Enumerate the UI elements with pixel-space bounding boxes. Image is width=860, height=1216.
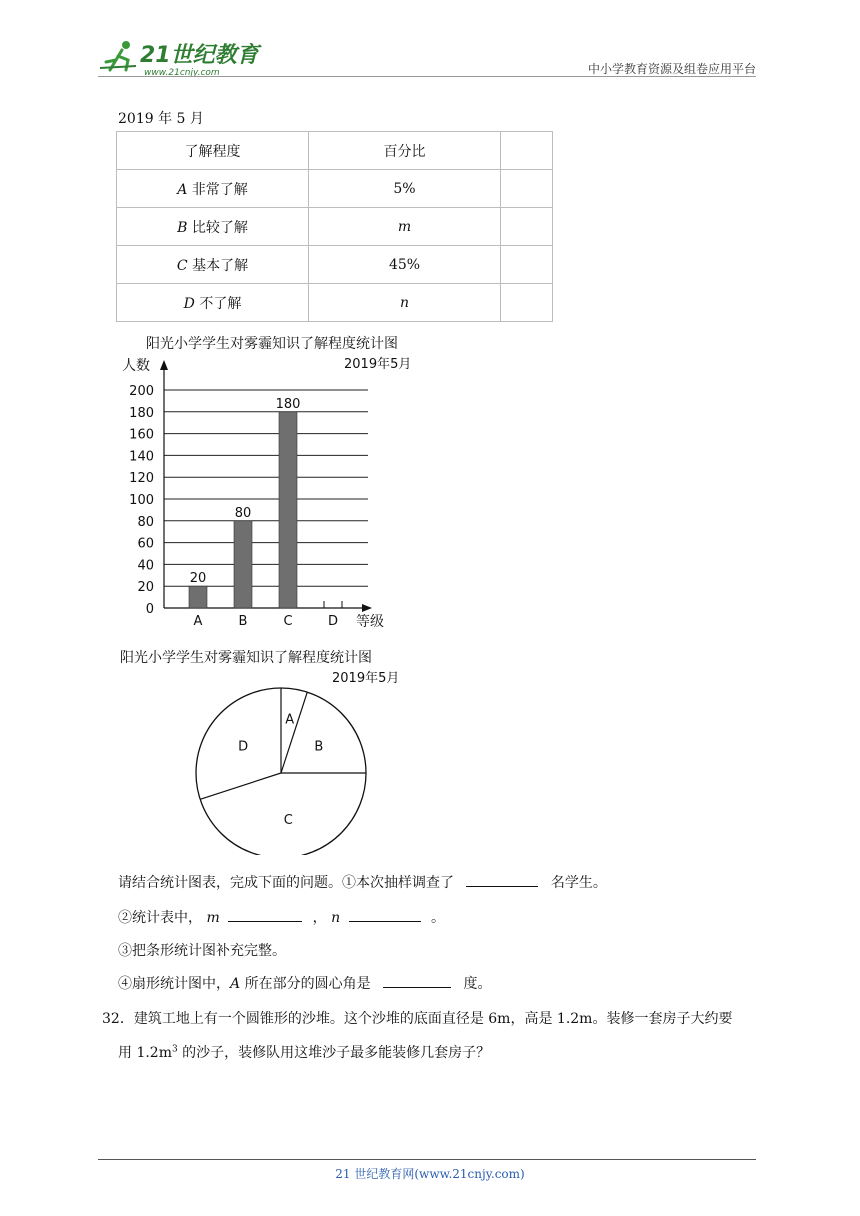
table-cell-empty xyxy=(501,284,553,322)
pie-slice-D: D xyxy=(238,739,249,755)
pie-chart-title: 阳光小学学生对雾霾知识了解程度统计图 xyxy=(120,650,372,666)
y-axis-arrow xyxy=(160,360,168,370)
level-label: 不了解 xyxy=(194,295,242,312)
table-cell-level xyxy=(117,170,309,208)
y-tick-label: 40 xyxy=(137,558,154,574)
table-cell-percent: 45% xyxy=(309,246,501,284)
y-tick-label: 80 xyxy=(137,514,154,530)
question-2-comma: ， xyxy=(312,910,327,926)
y-tick-label: 20 xyxy=(137,580,154,596)
y-tick-label: 60 xyxy=(137,536,154,552)
question-32-number: 32． xyxy=(102,1011,134,1027)
question-32-line2 xyxy=(118,1042,490,1062)
level-letter: D xyxy=(183,295,195,312)
level-letter: A xyxy=(177,181,188,198)
table-cell-percent: 5% xyxy=(309,170,501,208)
y-tick-label: 200 xyxy=(129,384,154,399)
table-row xyxy=(117,284,553,322)
table-cell-level xyxy=(117,246,309,284)
x-tick-label: B xyxy=(238,614,248,629)
level-label: 非常了解 xyxy=(187,181,248,198)
question-32-line2-b: 的沙子，装修队用这堆沙子最多能装修几套房子？ xyxy=(177,1045,491,1061)
header-platform-text: 中小学教育资源及组卷应用平台 xyxy=(587,62,756,76)
table-cell-percent: m xyxy=(309,208,501,246)
var-n: n xyxy=(331,910,341,926)
question-1-suffix: 名学生。 xyxy=(550,875,607,891)
x-tick-label: A xyxy=(193,614,203,629)
question-3: ③把条形统计图补充完整。 xyxy=(118,943,286,959)
pie-slice-A: A xyxy=(285,712,295,728)
bar-B xyxy=(234,521,252,608)
bar-value-label: 20 xyxy=(189,571,207,587)
table-cell-percent: n xyxy=(309,284,501,322)
pie-slice-B: B xyxy=(314,739,324,755)
table-date: 2019 年 5 月 xyxy=(118,111,204,127)
table-cell-empty xyxy=(501,170,553,208)
bar-A xyxy=(189,586,207,608)
bar-chart-date: 2019年5月 xyxy=(344,357,412,372)
table-header-cell: 了解程度 xyxy=(117,132,309,170)
answer-blank-m[interactable] xyxy=(228,907,302,922)
table-header-cell: 百分比 xyxy=(309,132,501,170)
table-row xyxy=(117,170,553,208)
question-4-prefix: ④扇形统计图中， xyxy=(118,976,230,992)
pie-slice-C: C xyxy=(283,813,293,829)
x-tick-label: C xyxy=(283,614,293,629)
var-a: A xyxy=(230,976,241,992)
logo-text: 21世纪教育 xyxy=(140,43,259,68)
y-tick-label: 100 xyxy=(129,493,154,508)
header-divider xyxy=(98,76,756,77)
level-label: 比较了解 xyxy=(187,219,248,236)
question-4 xyxy=(118,973,491,993)
table-cell-empty xyxy=(501,246,553,284)
footer-divider xyxy=(98,1159,756,1160)
site-logo xyxy=(96,38,266,78)
level-letter: C xyxy=(176,257,188,274)
question-32 xyxy=(102,1008,732,1028)
level-letter: B xyxy=(177,219,188,236)
footer-text[interactable]: 21 世纪教育网(www.21cnjy.com) xyxy=(335,1167,525,1181)
table-cell-level xyxy=(117,208,309,246)
bar-C xyxy=(279,412,297,608)
question-2-prefix: ②统计表中， xyxy=(118,910,202,926)
y-tick-label: 140 xyxy=(129,449,154,465)
pie-chart-date: 2019年5月 xyxy=(332,671,400,686)
y-tick-label: 0 xyxy=(145,602,154,617)
logo-url: www.21cnjy.com xyxy=(144,68,220,78)
answer-blank-n[interactable] xyxy=(349,907,421,922)
x-tick-label: D xyxy=(327,614,339,629)
question-2 xyxy=(118,907,445,927)
table-cell-level xyxy=(117,284,309,322)
superscript-3: 3 xyxy=(172,1044,178,1055)
question-1-text: 请结合统计图表，完成下面的问题。①本次抽样调查了 xyxy=(118,875,454,891)
question-1 xyxy=(118,872,607,892)
level-label: 基本了解 xyxy=(187,257,249,274)
bar-value-label: 80 xyxy=(234,505,252,521)
bar-chart-ylabel: 人数 xyxy=(122,358,150,374)
question-4-mid: 所在部分的圆心角是 xyxy=(240,976,371,992)
x-axis-arrow xyxy=(362,604,372,612)
runner-icon xyxy=(100,41,136,70)
y-tick-label: 180 xyxy=(129,405,154,421)
table-row xyxy=(117,246,553,284)
question-32-line1: 建筑工地上有一个圆锥形的沙堆。这个沙堆的底面直径是 6m，高是 1.2m。装修一套房子大约要 xyxy=(133,1011,733,1027)
bar-chart xyxy=(118,330,418,639)
bar-value-label: 180 xyxy=(275,396,301,412)
table-cell-empty xyxy=(501,208,553,246)
table-row xyxy=(117,208,553,246)
pie-chart xyxy=(118,640,418,859)
question-2-end: 。 xyxy=(431,910,446,926)
var-m: m xyxy=(206,910,220,926)
answer-blank-angle[interactable] xyxy=(383,973,451,988)
bar-chart-title: 阳光小学学生对雾霾知识了解程度统计图 xyxy=(146,336,398,352)
percentage-table xyxy=(116,131,553,322)
question-4-suffix: 度。 xyxy=(463,976,492,992)
table-header-row xyxy=(117,132,553,170)
table-header-cell xyxy=(501,132,553,170)
y-tick-label: 160 xyxy=(129,427,154,443)
answer-blank[interactable] xyxy=(466,872,538,887)
y-tick-label: 120 xyxy=(129,471,154,487)
bar-chart-xlabel: 等级 xyxy=(356,614,384,630)
question-32-line2-a: 用 1.2m xyxy=(118,1045,172,1061)
